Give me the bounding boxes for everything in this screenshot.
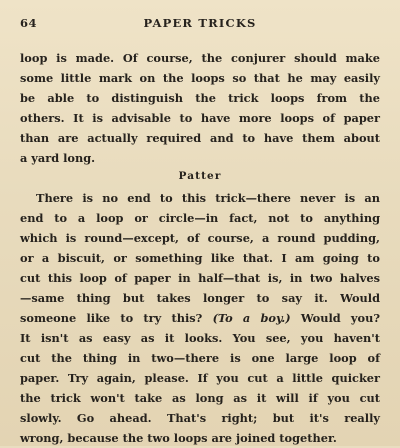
section-title-patter: Patter (178, 170, 222, 182)
paragraph-2-line: It isn't as easy as it looks. You see, you haven't (20, 331, 380, 345)
running-head: PAPER TRICKS (143, 16, 257, 30)
paragraph-2-line-part: Would you? (290, 311, 380, 325)
paragraph-1-line: be able to distinguish the trick loops from the (20, 91, 380, 105)
paragraph-1-line: some little mark on the loops so that he may easily (20, 71, 380, 85)
stage-direction: (To a boy.) (212, 311, 291, 325)
paragraph-2-line: —same thing but takes longer to say it. Would (20, 291, 380, 305)
paragraph-2-line: cut this loop of paper in half—that is, in two halves (20, 271, 380, 285)
page-header (20, 16, 380, 32)
paragraph-2-line: wrong, because the two loops are joined together. (20, 431, 337, 445)
paragraph-2-line: paper. Try again, please. If you cut a little quicker (20, 371, 380, 385)
paragraph-1-line: loop is made. Of course, the conjurer should make (20, 51, 380, 65)
paragraph-2-line: which is round—except, of course, a round pudding, (20, 231, 380, 245)
paragraph-2-line (20, 308, 380, 328)
paragraph-2-line: end to a loop or circle—in fact, not to anything (20, 211, 380, 225)
paragraph-2-line: or a biscuit, or something like that. I am going to (20, 251, 380, 265)
paragraph-1-line: others. It is advisable to have more loops of paper (20, 111, 380, 125)
paragraph-2-line: the trick won't take as long as it will if you cut (20, 391, 380, 405)
paragraph-2-line: There is no end to this trick—there never is an (36, 191, 380, 205)
page-number: 64 (20, 16, 38, 30)
paragraph-2-line-part: someone like to try this? (20, 311, 213, 325)
paragraph-2-line: cut the thing in two—there is one large loop of (20, 351, 380, 365)
paragraph-2-line: slowly. Go ahead. That's right; but it's really (20, 411, 380, 425)
paragraph-1-line: a yard long. (20, 151, 96, 165)
paragraph-1-line: than are actually required and to have them about (20, 131, 380, 145)
